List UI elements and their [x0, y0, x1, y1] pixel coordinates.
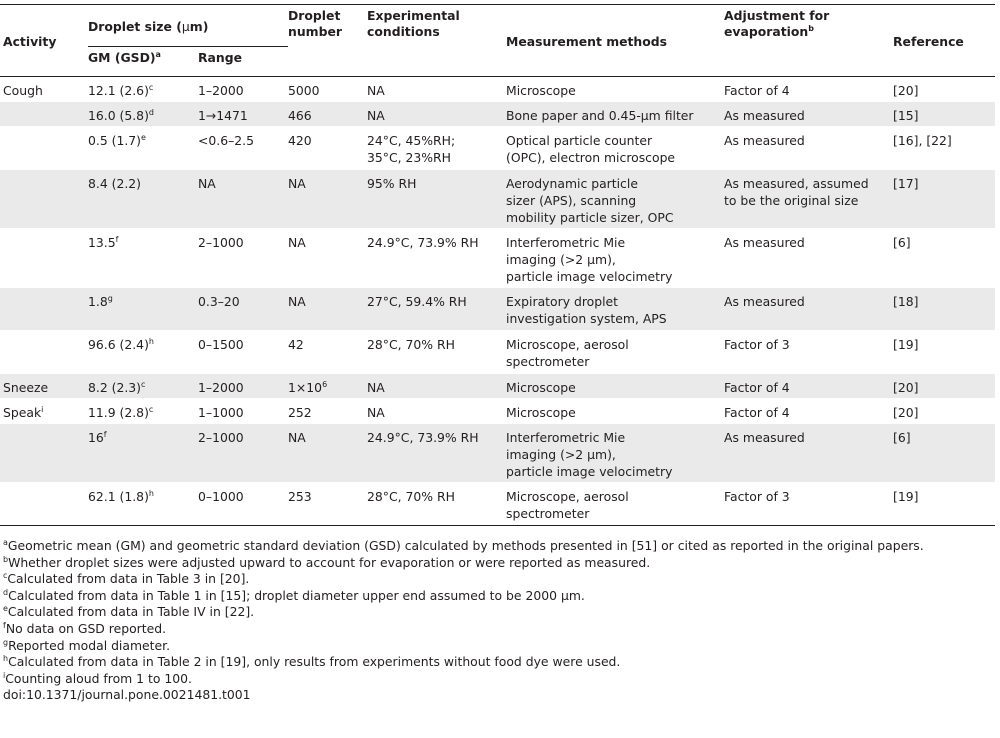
row-methods-line: Bone paper and 0.45-μm filter [506, 108, 694, 123]
row-gm-gsd-value: 8.2 (2.3) [88, 380, 142, 395]
row-adjustment [724, 127, 893, 170]
row-droplet-number [288, 374, 367, 399]
footnote-marker: c [148, 405, 154, 414]
row-reference-value: [18] [893, 294, 919, 309]
table-row [0, 102, 995, 127]
row-reference-value: [16], [22] [893, 133, 952, 148]
footnote-marker: h [148, 489, 154, 498]
row-conditions-line: 28°C, 70% RH [367, 337, 455, 352]
header-gm-gsd [88, 47, 198, 77]
row-adjustment [724, 399, 893, 424]
header-droplet-size-label: Droplet size ( [88, 19, 182, 34]
row-reference [893, 399, 995, 424]
droplet-size-table [0, 4, 995, 526]
row-gm-gsd [88, 483, 198, 526]
row-adjustment-line: Factor of 3 [724, 337, 790, 352]
row-methods-line: Aerodynamic particle [506, 176, 638, 191]
row-adjustment-line: As measured [724, 430, 805, 445]
row-activity [0, 229, 88, 288]
row-droplet-number-value: 466 [288, 108, 312, 123]
header-droplet-number [288, 5, 367, 77]
row-gm-gsd-value: 11.9 (2.8) [88, 405, 149, 420]
header-adjustment-line: Adjustment for [724, 8, 830, 23]
row-gm-gsd-value: 62.1 (1.8) [88, 489, 149, 504]
row-methods-line: Optical particle counter [506, 133, 653, 148]
footnote-text: Reported modal diameter. [8, 637, 171, 653]
row-methods [506, 77, 724, 102]
row-gm-gsd-value: 1.8 [88, 294, 108, 309]
row-droplet-number-value: 253 [288, 489, 312, 504]
row-gm-gsd [88, 102, 198, 127]
row-adjustment [724, 229, 893, 288]
row-gm-gsd [88, 374, 198, 399]
row-gm-gsd [88, 77, 198, 102]
row-methods [506, 127, 724, 170]
row-methods-line: Microscope, aerosol [506, 337, 629, 352]
footnote-item [3, 555, 924, 572]
row-adjustment-line: Factor of 4 [724, 83, 790, 98]
row-methods-line: sizer (APS), scanning [506, 193, 637, 208]
row-droplet-number-value: NA [288, 430, 306, 445]
row-droplet-number [288, 229, 367, 288]
table-row [0, 399, 995, 424]
footnote-marker: f [3, 620, 6, 630]
row-methods [506, 424, 724, 483]
row-methods-line: Interferometric Mie [506, 430, 626, 445]
header-reference [893, 5, 995, 77]
row-conditions [367, 127, 506, 170]
footnote-marker: e [141, 133, 146, 142]
table-row [0, 424, 995, 483]
row-conditions [367, 229, 506, 288]
row-droplet-number [288, 424, 367, 483]
row-reference-value: [20] [893, 380, 919, 395]
row-range-value: 2–1000 [198, 430, 244, 445]
row-activity [0, 127, 88, 170]
footnote-marker: h [3, 654, 9, 664]
row-range [198, 127, 288, 170]
row-range [198, 102, 288, 127]
footnote-marker: f [103, 430, 107, 439]
table-row [0, 170, 995, 229]
header-range-label: Range [198, 50, 242, 65]
row-droplet-number-value: 420 [288, 133, 312, 148]
row-conditions-line: NA [367, 108, 385, 123]
row-reference [893, 102, 995, 127]
row-droplet-number-value: NA [288, 294, 306, 309]
row-droplet-number [288, 77, 367, 102]
row-droplet-number [288, 102, 367, 127]
row-droplet-number-value: NA [288, 176, 306, 191]
row-range-value: NA [198, 176, 216, 191]
row-gm-gsd-value: 0.5 (1.7) [88, 133, 142, 148]
row-range [198, 77, 288, 102]
row-conditions-line: NA [367, 380, 385, 395]
row-droplet-number-value: 5000 [288, 83, 320, 98]
header-gm-gsd-label: GM (GSD) [88, 50, 156, 65]
row-conditions-line: 95% RH [367, 176, 417, 191]
footnote-text: Calculated from data in Table IV in [22]. [7, 604, 255, 620]
row-droplet-number [288, 288, 367, 331]
row-conditions-line: 35°C, 23%RH [367, 150, 451, 165]
header-conditions [367, 5, 506, 77]
row-activity [0, 170, 88, 229]
row-activity [0, 374, 88, 399]
header-activity-label: Activity [3, 33, 57, 49]
row-adjustment [724, 374, 893, 399]
footnote-text: Calculated from data in Table 2 in [19], only results from experiments without food dye were used. [8, 654, 621, 670]
table-row [0, 288, 995, 331]
row-gm-gsd-value: 8.4 (2.2) [88, 176, 142, 191]
row-adjustment-line: As measured [724, 235, 805, 250]
row-range [198, 399, 288, 424]
header-droplet-size-mu: μ [181, 19, 190, 34]
row-adjustment [724, 288, 893, 331]
row-conditions-line: 27°C, 59.4% RH [367, 294, 467, 309]
row-adjustment-line: As measured, assumed [724, 176, 869, 191]
footnote-marker: a [155, 50, 161, 59]
row-adjustment-line: As measured [724, 294, 805, 309]
row-activity [0, 424, 88, 483]
row-droplet-number-value: 42 [288, 337, 304, 352]
row-adjustment-line: Factor of 3 [724, 489, 790, 504]
footnote-list [3, 538, 924, 687]
row-reference [893, 288, 995, 331]
row-methods-line: Microscope [506, 405, 576, 420]
footnote-marker: a [3, 538, 8, 547]
row-reference [893, 229, 995, 288]
row-methods-line: (OPC), electron microscope [506, 150, 676, 165]
row-droplet-number [288, 483, 367, 526]
footnote-marker: g [3, 637, 9, 647]
row-reference-value: [19] [893, 489, 919, 504]
row-gm-gsd [88, 127, 198, 170]
footnote-marker: f [115, 235, 119, 244]
row-droplet-number-value: 252 [288, 405, 312, 420]
row-methods [506, 374, 724, 399]
header-droplet-size-unit: m) [189, 19, 209, 34]
row-adjustment [724, 424, 893, 483]
footnote-marker: i [41, 405, 44, 414]
row-methods-line: mobility particle sizer, OPC [506, 210, 674, 225]
footnote-item [3, 588, 924, 605]
row-range-value: 2–1000 [198, 235, 244, 250]
row-gm-gsd-value: 12.1 (2.6) [88, 83, 149, 98]
footnote-text: Calculated from data in Table 3 in [20]. [7, 571, 250, 587]
row-range-value: 1–2000 [198, 83, 244, 98]
header-reference-label: Reference [893, 34, 964, 49]
footnotes [3, 538, 924, 704]
row-adjustment-line: Factor of 4 [724, 405, 790, 420]
row-conditions-line: NA [367, 83, 385, 98]
row-conditions [367, 483, 506, 526]
footnote-item [3, 654, 924, 671]
row-reference [893, 331, 995, 374]
row-reference [893, 374, 995, 399]
row-methods [506, 170, 724, 229]
row-range [198, 374, 288, 399]
footnote-marker: c [148, 83, 154, 92]
row-gm-gsd [88, 288, 198, 331]
row-droplet-number [288, 331, 367, 374]
row-range [198, 170, 288, 229]
table-row [0, 374, 995, 399]
footnote-text: No data on GSD reported. [5, 620, 167, 636]
row-gm-gsd [88, 399, 198, 424]
row-conditions-line: 28°C, 70% RH [367, 489, 455, 504]
row-conditions [367, 170, 506, 229]
row-methods-line: Microscope, aerosol [506, 489, 629, 504]
row-methods [506, 102, 724, 127]
row-conditions-line: 24.9°C, 73.9% RH [367, 430, 479, 445]
row-adjustment [724, 170, 893, 229]
row-methods [506, 229, 724, 288]
footnote-marker: d [148, 108, 154, 117]
footnote-item [3, 621, 924, 638]
row-gm-gsd [88, 229, 198, 288]
row-droplet-number [288, 170, 367, 229]
row-methods-line: Microscope [506, 83, 576, 98]
row-reference-value: [6] [893, 430, 911, 445]
footnote-marker: i [3, 670, 6, 680]
row-range [198, 424, 288, 483]
header-activity [0, 5, 88, 77]
table-row [0, 229, 995, 288]
row-range-value: 0–1500 [198, 337, 244, 352]
footnote-item [3, 671, 924, 688]
footnote-marker: d [3, 587, 9, 597]
row-gm-gsd-value: 16.0 (5.8) [88, 108, 149, 123]
row-conditions [367, 77, 506, 102]
row-activity [0, 399, 88, 424]
row-range-value: <0.6–2.5 [198, 133, 254, 148]
row-methods-line: particle image velocimetry [506, 269, 673, 284]
row-methods [506, 331, 724, 374]
row-methods-line: spectrometer [506, 354, 590, 369]
row-conditions [367, 102, 506, 127]
footnote-item [3, 604, 924, 621]
table-body [0, 77, 995, 526]
row-conditions-line: 24°C, 45%RH; [367, 133, 456, 148]
row-range [198, 288, 288, 331]
row-conditions-line: 24.9°C, 73.9% RH [367, 235, 479, 250]
footnote-marker: h [148, 337, 154, 346]
row-conditions [367, 374, 506, 399]
row-conditions-line: NA [367, 405, 385, 420]
row-gm-gsd-value: 96.6 (2.4) [88, 337, 149, 352]
row-conditions [367, 399, 506, 424]
footnote-text: Counting aloud from 1 to 100. [5, 670, 192, 686]
row-methods [506, 288, 724, 331]
table-row [0, 77, 995, 102]
row-droplet-number-value: 1×10 [288, 380, 323, 395]
footnote-text: Geometric mean (GM) and geometric standard deviation (GSD) calculated by methods presented in [51] or cited as reported in the original papers. [7, 538, 924, 553]
row-activity [0, 331, 88, 374]
footnote-marker: b [808, 24, 814, 33]
row-reference-value: [20] [893, 83, 919, 98]
row-gm-gsd [88, 170, 198, 229]
row-reference [893, 170, 995, 229]
row-gm-gsd-value: 13.5 [88, 235, 116, 250]
row-range-value: 0–1000 [198, 489, 244, 504]
row-droplet-number [288, 127, 367, 170]
row-methods-line: Interferometric Mie [506, 235, 626, 250]
row-methods-line: investigation system, APS [506, 311, 667, 326]
row-activity-value: Cough [3, 83, 43, 98]
table-row [0, 331, 995, 374]
row-reference [893, 483, 995, 526]
row-adjustment [724, 483, 893, 526]
row-range-value: 1–1000 [198, 405, 244, 420]
footnote-item [3, 571, 924, 588]
header-number-line: Droplet [288, 8, 341, 23]
row-reference [893, 127, 995, 170]
row-reference-value: [19] [893, 337, 919, 352]
row-reference-value: [15] [893, 108, 919, 123]
row-adjustment [724, 77, 893, 102]
table-header [0, 5, 995, 77]
header-methods-label: Measurement methods [506, 34, 668, 49]
table-row [0, 483, 995, 526]
row-activity [0, 102, 88, 127]
row-adjustment-line: As measured [724, 133, 805, 148]
row-droplet-number-value: NA [288, 235, 306, 250]
row-range-value: 0.3–20 [198, 294, 240, 309]
row-range-value: 1–2000 [198, 380, 244, 395]
row-gm-gsd-value: 16 [88, 430, 104, 445]
doi-line: doi:10.1371/journal.pone.0021481.t001 [3, 687, 251, 703]
footnote-marker: e [3, 604, 8, 614]
header-conditions-line: Experimental [367, 8, 460, 23]
footnote-item [3, 538, 924, 555]
row-activity [0, 288, 88, 331]
header-methods [506, 5, 724, 77]
row-adjustment [724, 331, 893, 374]
footnote-text: Calculated from data in Table 1 in [15]; droplet diameter upper end assumed to be 2000 μm. [8, 587, 585, 603]
row-adjustment-line: Factor of 4 [724, 380, 790, 395]
footnote-item [3, 638, 924, 655]
row-activity-value: Sneeze [3, 380, 49, 395]
row-methods [506, 399, 724, 424]
row-methods-line: Expiratory droplet [506, 294, 619, 309]
row-adjustment [724, 102, 893, 127]
row-activity [0, 77, 88, 102]
header-adjustment-line: evaporation [724, 24, 809, 39]
row-reference [893, 77, 995, 102]
header-range [198, 47, 288, 77]
row-conditions [367, 424, 506, 483]
header-conditions-line: conditions [367, 24, 440, 39]
row-gm-gsd [88, 331, 198, 374]
row-reference-value: [17] [893, 176, 919, 191]
header-adjustment [724, 5, 893, 77]
row-reference-value: [6] [893, 235, 911, 250]
footnote-marker: b [3, 554, 9, 564]
header-number-line: number [288, 24, 342, 39]
row-conditions [367, 331, 506, 374]
table-row [0, 127, 995, 170]
row-adjustment-line: As measured [724, 108, 805, 123]
row-droplet-number [288, 399, 367, 424]
row-methods-line: imaging (>2 μm), [506, 252, 616, 267]
row-methods-line: spectrometer [506, 506, 590, 521]
row-gm-gsd [88, 424, 198, 483]
row-methods [506, 483, 724, 526]
row-methods-line: imaging (>2 μm), [506, 447, 616, 462]
row-activity-value: Speak [3, 405, 42, 420]
row-activity [0, 483, 88, 526]
footnote-text: Whether droplet sizes were adjusted upward to account for evaporation or were reported as measured. [8, 554, 651, 570]
footnote-marker: g [107, 294, 113, 303]
footnote-marker: 6 [322, 380, 328, 389]
row-methods-line: Microscope [506, 380, 576, 395]
row-conditions [367, 288, 506, 331]
row-adjustment-line: to be the original size [724, 193, 859, 208]
row-range-value: 1→1471 [198, 108, 248, 123]
row-range [198, 331, 288, 374]
row-methods-line: particle image velocimetry [506, 464, 673, 479]
footnote-marker: c [3, 571, 8, 581]
footnote-marker: c [141, 380, 146, 389]
header-droplet-size [88, 5, 288, 47]
row-reference-value: [20] [893, 405, 919, 420]
row-reference [893, 424, 995, 483]
row-range [198, 483, 288, 526]
row-range [198, 229, 288, 288]
